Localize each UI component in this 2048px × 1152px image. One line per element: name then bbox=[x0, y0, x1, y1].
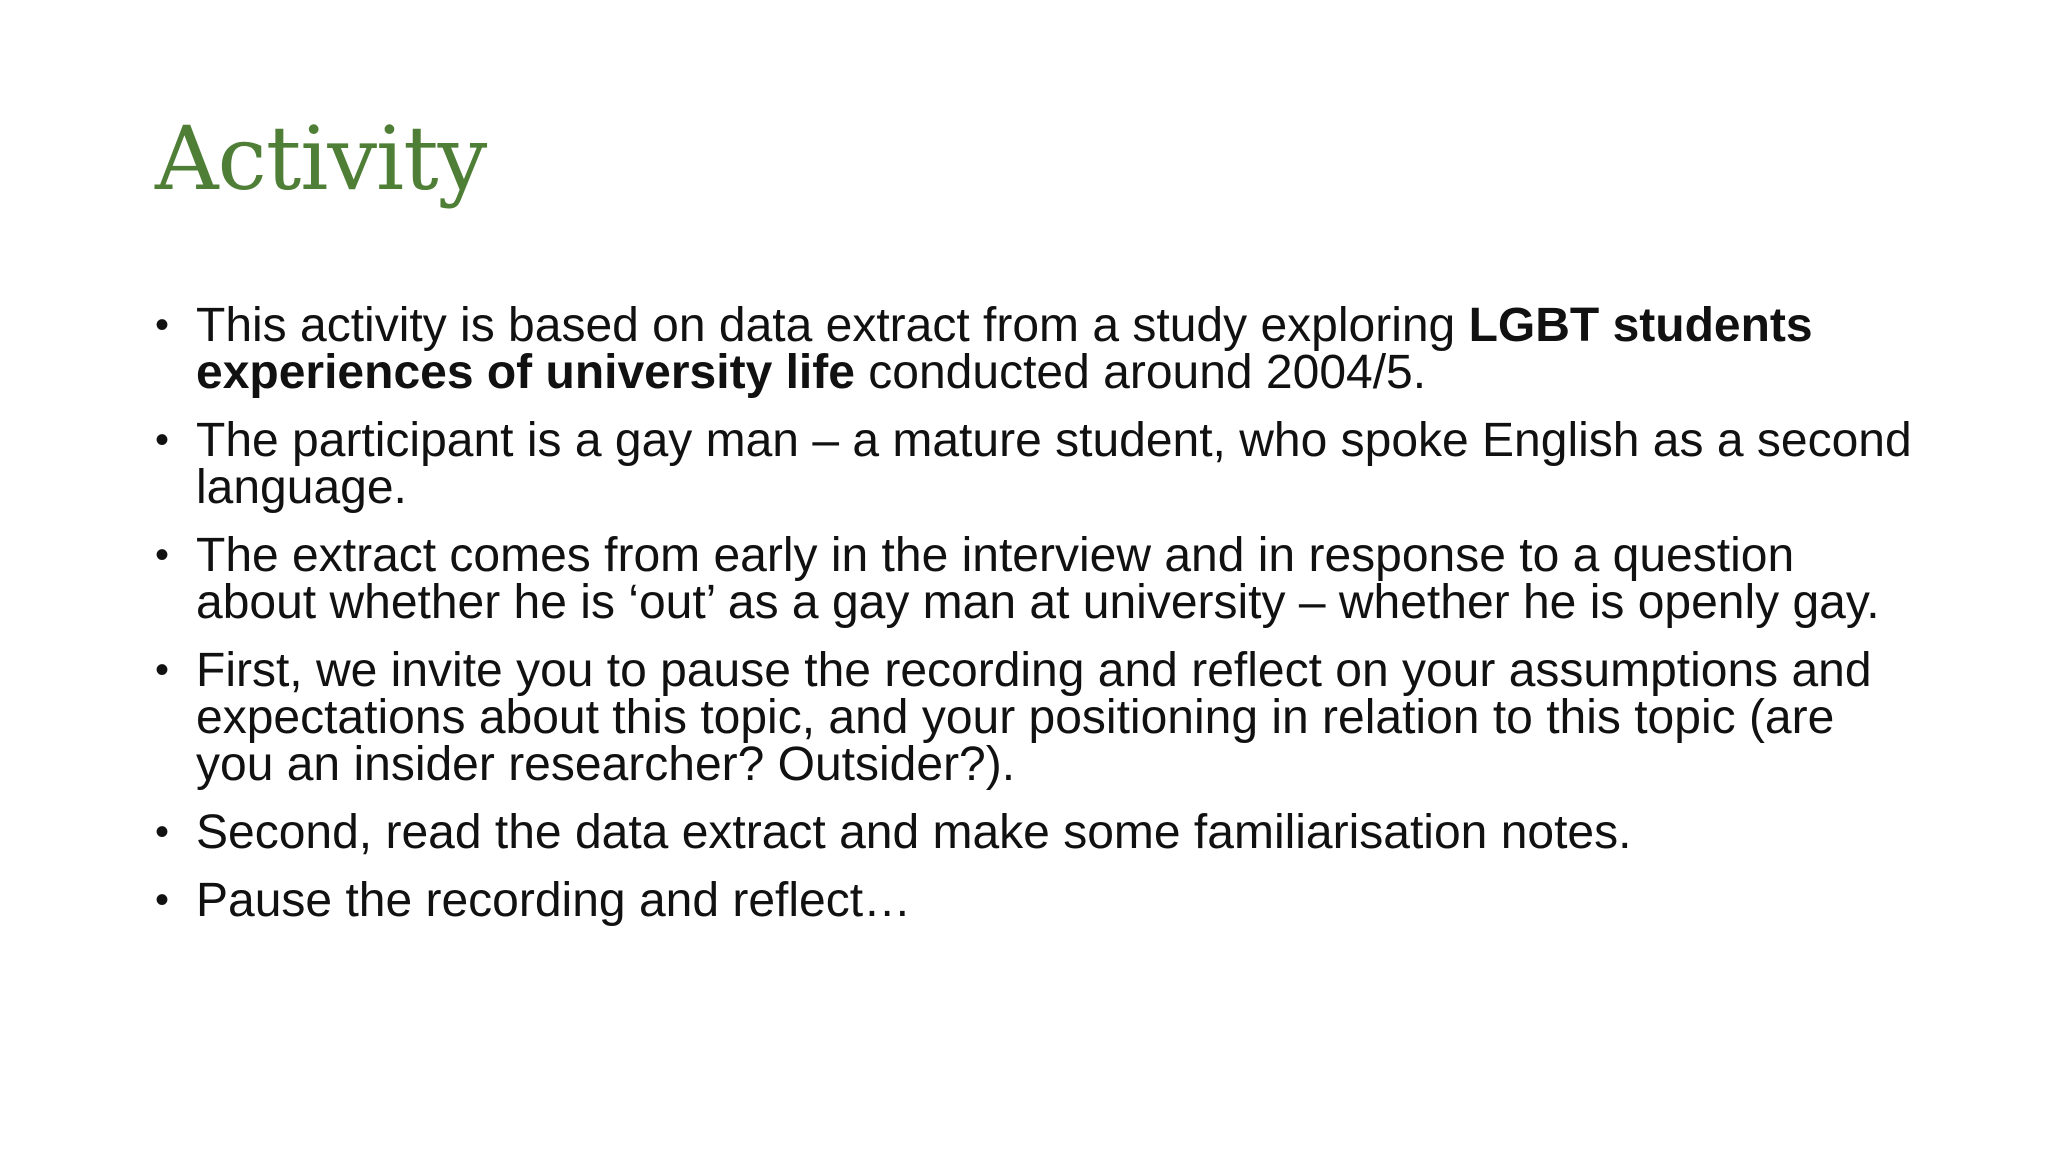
bullet-text: Second, read the data extract and make some familiarisation notes. bbox=[196, 806, 1632, 859]
bullet-text: Pause the recording and reflect… bbox=[196, 874, 912, 927]
bullet-item bbox=[155, 644, 1915, 791]
bullet-icon: • bbox=[155, 810, 170, 854]
bullet-icon: • bbox=[155, 533, 170, 577]
bullet-list bbox=[155, 299, 1915, 945]
bullet-icon: • bbox=[155, 303, 170, 347]
bullet-text: First, we invite you to pause the recording and reflect on your assumptions and expectations about this topic, and your positioning in relation to this topic (are you an insider researcher? Outsider?). bbox=[196, 644, 1872, 791]
bullet-item bbox=[155, 529, 1915, 629]
slide-title: Activity bbox=[155, 107, 487, 210]
bullet-item bbox=[155, 299, 1915, 399]
bullet-icon: • bbox=[155, 648, 170, 692]
bullet-item bbox=[155, 806, 1915, 859]
bullet-icon: • bbox=[155, 418, 170, 462]
bullet-item bbox=[155, 874, 1915, 927]
bullet-item bbox=[155, 414, 1915, 514]
bullet-text: conducted around 2004/5. bbox=[854, 346, 1427, 399]
bullet-text: This activity is based on data extract from a study exploring bbox=[196, 299, 1469, 352]
bullet-text-emphasis: LGBT students experiences of university life bbox=[196, 299, 1813, 399]
bullet-text: The extract comes from early in the interview and in response to a question about whether he is ‘out’ as a gay man at university – whether he is openly gay. bbox=[196, 529, 1880, 629]
bullet-text: The participant is a gay man – a mature student, who spoke English as a second language. bbox=[196, 414, 1912, 514]
bullet-icon: • bbox=[155, 878, 170, 922]
